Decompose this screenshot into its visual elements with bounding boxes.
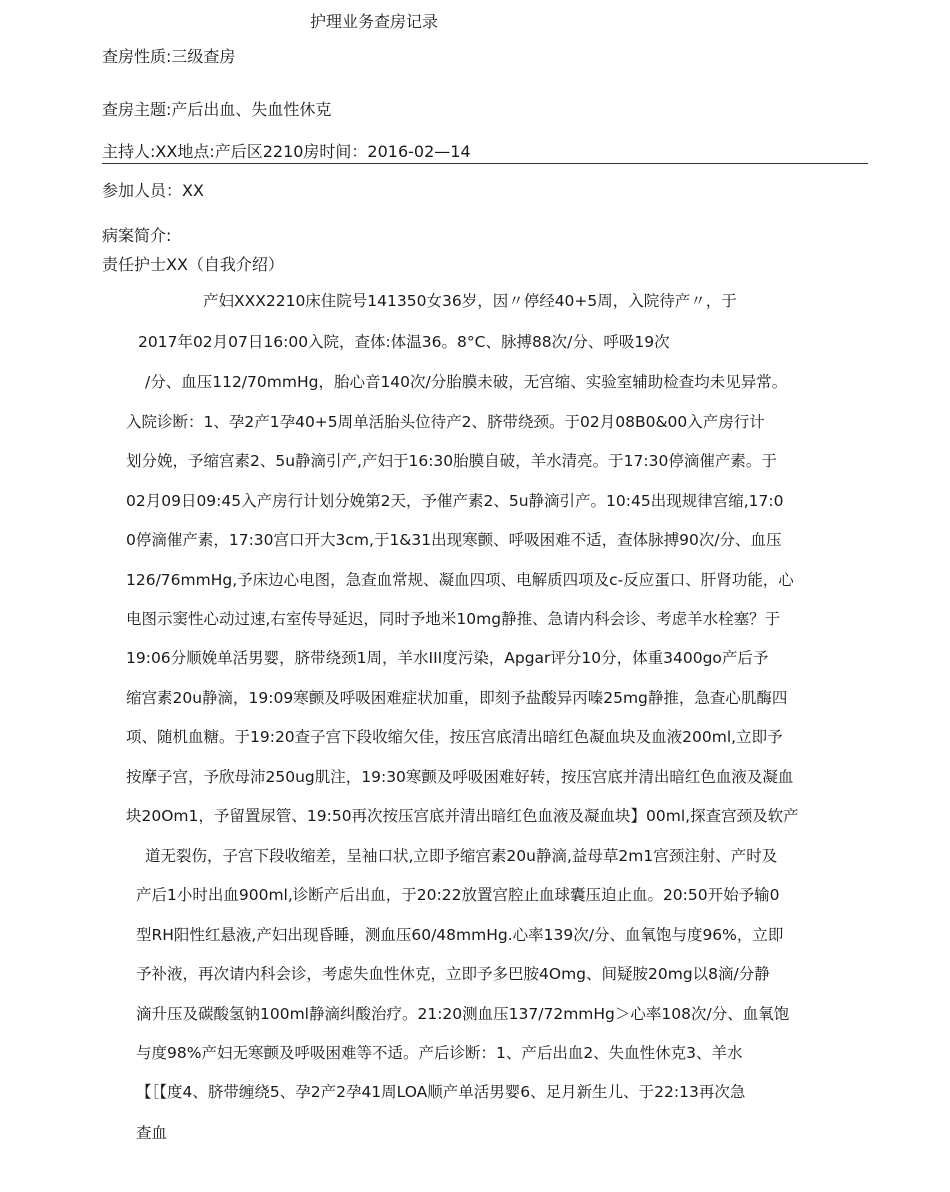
nurse-intro-line: 责任护士XX（自我介绍） bbox=[102, 255, 284, 274]
case-body-line: 02月09日09:45入产房行计划分娩第2天，予催产素2、5u静滴引产。10:45出现规律宫缩,17:0 bbox=[126, 492, 784, 510]
participants-field: 参加人员：XX bbox=[102, 181, 204, 200]
case-body-line: /分、血压112/70mmHg，胎心音140次/分胎膜未破，无宫缩、实验室辅助检查均未见异常。 bbox=[145, 373, 788, 391]
case-body-line: 电图示窦性心动过速,右室传导延迟，同时予地米10mg静推、急请内科会诊、考虑羊水栓塞？于 bbox=[126, 610, 781, 628]
case-body-line: 划分娩，予缩宫素2、5u静滴引产,产妇于16:30胎膜自破，羊水清亮。于17:30停滴催产素。于 bbox=[126, 452, 777, 470]
case-body-line: 入院诊断：1、孕2产1孕40+5周单活胎头位待产2、脐带绕颈。于02月08B0&00入产房行计 bbox=[126, 413, 765, 431]
case-body-line: 缩宫素20u静滴，19:09寒颤及呼吸困难症状加重，即刻予盐酸异丙嗪25mg静推，急查心肌酶四 bbox=[126, 689, 788, 707]
rounds-topic-field: 查房主题:产后出血、失血性休克 bbox=[102, 100, 332, 119]
case-intro-heading: 病案简介: bbox=[102, 226, 172, 245]
case-body-line: 产妇XXX2210床住院号141350女36岁，因〃停经40+5周，入院待产〃，于 bbox=[203, 292, 737, 310]
case-body-line: 型RH阳性红悬液,产妇出现昏睡，测血压60/48mmHg.心率139次/分、血氧饱与度96%，立即 bbox=[136, 926, 784, 944]
horizontal-divider bbox=[102, 163, 868, 164]
case-body-line: 19:06分顺娩单活男婴，脐带绕颈1周，羊水III度污染，Apgar评分10分，体重3400go产后予 bbox=[126, 649, 769, 667]
rounds-nature-field: 查房性质:三级查房 bbox=[102, 47, 236, 66]
host-place-time-field: 主持人:XX地点:产后区2210房时间：2016-02—14 bbox=[102, 142, 471, 161]
case-body-line: 按摩子宫，予欣母沛250ug肌注，19:30寒颤及呼吸困难好转，按压宫底并清出暗红色血液及凝血 bbox=[126, 768, 794, 786]
case-body-line: 项、随机血糖。于19:20查子宫下段收缩欠佳，按压宫底清出暗红色凝血块及血液200ml,立即予 bbox=[126, 728, 783, 746]
case-body-line: 予补液，再次请内科会诊，考虑失血性休克，立即予多巴胺4Omg、间疑胺20mg以8滴/分静 bbox=[136, 965, 770, 983]
case-body-line: 滴升压及碳酸氢钠100ml静滴纠酸治疗。21:20测血压137/72mmHg＞心率108次/分、血氧饱 bbox=[136, 1005, 790, 1023]
case-body-line: 查血 bbox=[136, 1124, 168, 1142]
case-body-line: 2017年02月07日16:00入院，查体:体温36。8°C、脉搏88次/分、呼吸19次 bbox=[138, 333, 670, 351]
case-body-line: 126/76mmHg,予床边心电图，急查血常规、凝血四项、电解质四项及c-反应蛋口、肝肾功能，心 bbox=[126, 571, 794, 589]
case-body-line: 【［【度4、脐带缠绕5、孕2产2孕41周LOA顺产单活男婴6、足月新生儿、于22:13再次急 bbox=[136, 1083, 746, 1101]
case-body-line: 块20Om1，予留置尿管、19:50再次按压宫底并清出暗红色血液及凝血块】00ml,探查宫颈及软产 bbox=[126, 807, 799, 825]
case-body-line: 0停滴催产素，17:30宫口开大3cm,于1&31出现寒颤、呼吸困难不适，查体脉搏90次/分、血压 bbox=[126, 531, 782, 549]
case-body-line: 道无裂伤，子宫下段收缩差，呈袖口状,立即予缩宫素20u静滴,益母草2m1宫颈注射、产时及 bbox=[145, 847, 778, 865]
case-body-line: 与度98%产妇无寒颤及呼吸困难等不适。产后诊断：1、产后出血2、失血性休克3、羊水 bbox=[136, 1044, 743, 1062]
document-title: 护理业务查房记录 bbox=[310, 12, 439, 31]
case-body-line: 产后1小时出血900ml,诊断产后出血，于20:22放置宫腔止血球囊压迫止血。20:50开始予输0 bbox=[136, 886, 780, 904]
